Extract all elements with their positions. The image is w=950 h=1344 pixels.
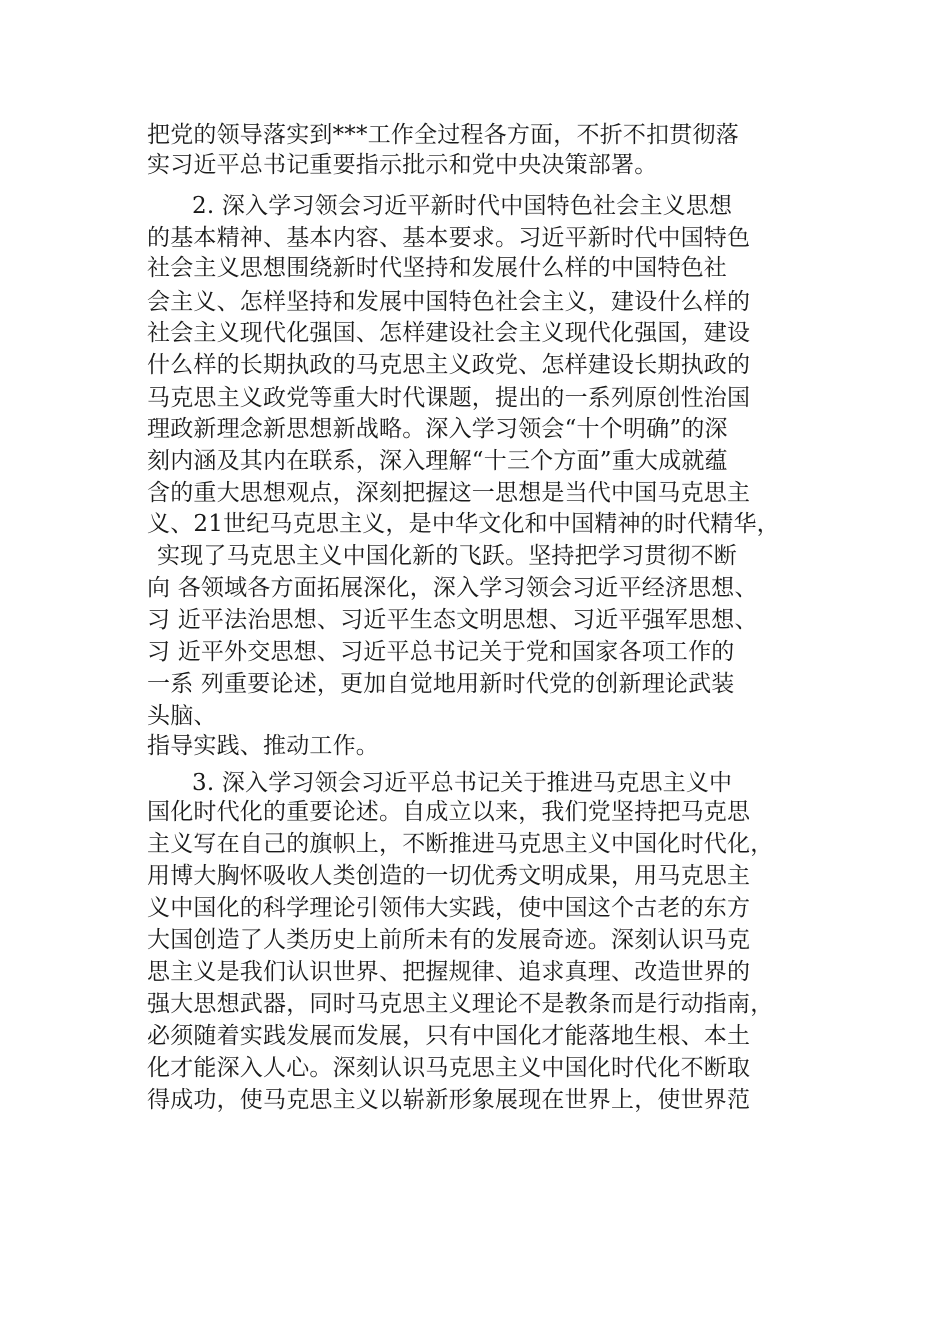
text-line: 强大思想武器，同时马克思主义理论不是教条而是行动指南， — [147, 991, 774, 1017]
paragraph-3-heading-line: 3. 深入学习领会习近平总书记关于推进马克思主义中 — [192, 770, 733, 796]
text-line: 得成功，使马克思主义以崭新形象展现在世界上，使世界范 — [147, 1087, 751, 1113]
text-line: 习 近平法治思想、习近平生态文明思想、习近平强军思想、 — [147, 607, 758, 633]
text-line: 刻内涵及其内在联系，深入理解“十三个方面”重大成就蕴 — [147, 448, 728, 474]
text-line: 含的重大思想观点，深刻把握这一思想是当代中国马克思主 — [147, 480, 751, 506]
text-line: 向 各领域各方面拓展深化，深入学习领会习近平经济思想、 — [147, 575, 758, 601]
text-line: 社会主义现代化强国、怎样建设社会主义现代化强国，建设 — [147, 320, 751, 346]
text-line: 会主义、怎样坚持和发展中国特色社会主义，建设什么样的 — [147, 289, 751, 315]
text-line: 大国创造了人类历史上前所未有的发展奇迹。深刻认识马克 — [147, 927, 751, 953]
text-line: 实现了马克思主义中国化新的飞跃。坚持把学习贯彻不断 — [157, 543, 737, 569]
text-line: 义、21世纪马克思主义，是中华文化和中国精神的时代精华， — [147, 511, 780, 537]
text-line: 的基本精神、基本内容、基本要求。习近平新时代中国特色 — [147, 225, 751, 251]
text-line: 化才能深入人心。深刻认识马克思主义中国化时代化不断取 — [147, 1055, 751, 1081]
text-line: 一系 列重要论述，更加自觉地用新时代党的创新理论武装 — [147, 671, 735, 697]
text-line: 思主义是我们认识世界、把握规律、追求真理、改造世界的 — [147, 959, 751, 985]
text-line: 指导实践、推动工作。 — [147, 733, 379, 759]
text-line: 什么样的长期执政的马克思主义政党、怎样建设长期执政的 — [147, 352, 751, 378]
text-line: 用博大胸怀吸收人类创造的一切优秀文明成果，用马克思主 — [147, 863, 751, 889]
text-line: 习 近平外交思想、习近平总书记关于党和国家各项工作的 — [147, 639, 735, 665]
text-line: 社会主义思想围绕新时代坚持和发展什么样的中国特色社 — [147, 255, 727, 281]
text-line: 理政新理念新思想新战略。深入学习领会“十个明确”的深 — [147, 416, 728, 442]
text-line: 国化时代化的重要论述。自成立以来，我们党坚持把马克思 — [147, 799, 751, 825]
text-line: 主义写在自己的旗帜上，不断推进马克思主义中国化时代化， — [147, 831, 774, 857]
text-line: 义中国化的科学理论引领伟大实践，使中国这个古老的东方 — [147, 895, 751, 921]
text-line: 头脑、 — [147, 703, 217, 729]
paragraph-2-heading-line: 2. 深入学习领会习近平新时代中国特色社会主义思想 — [192, 193, 733, 219]
text-line: 实习近平总书记重要指示批示和党中央决策部署。 — [147, 152, 658, 178]
text-line: 把党的领导落实到***工作全过程各方面，不折不扣贯彻落 — [147, 122, 739, 148]
text-line: 马克思主义政党等重大时代课题，提出的一系列原创性治国 — [147, 385, 751, 411]
text-line: 必须随着实践发展而发展，只有中国化才能落地生根、本土 — [147, 1023, 751, 1049]
